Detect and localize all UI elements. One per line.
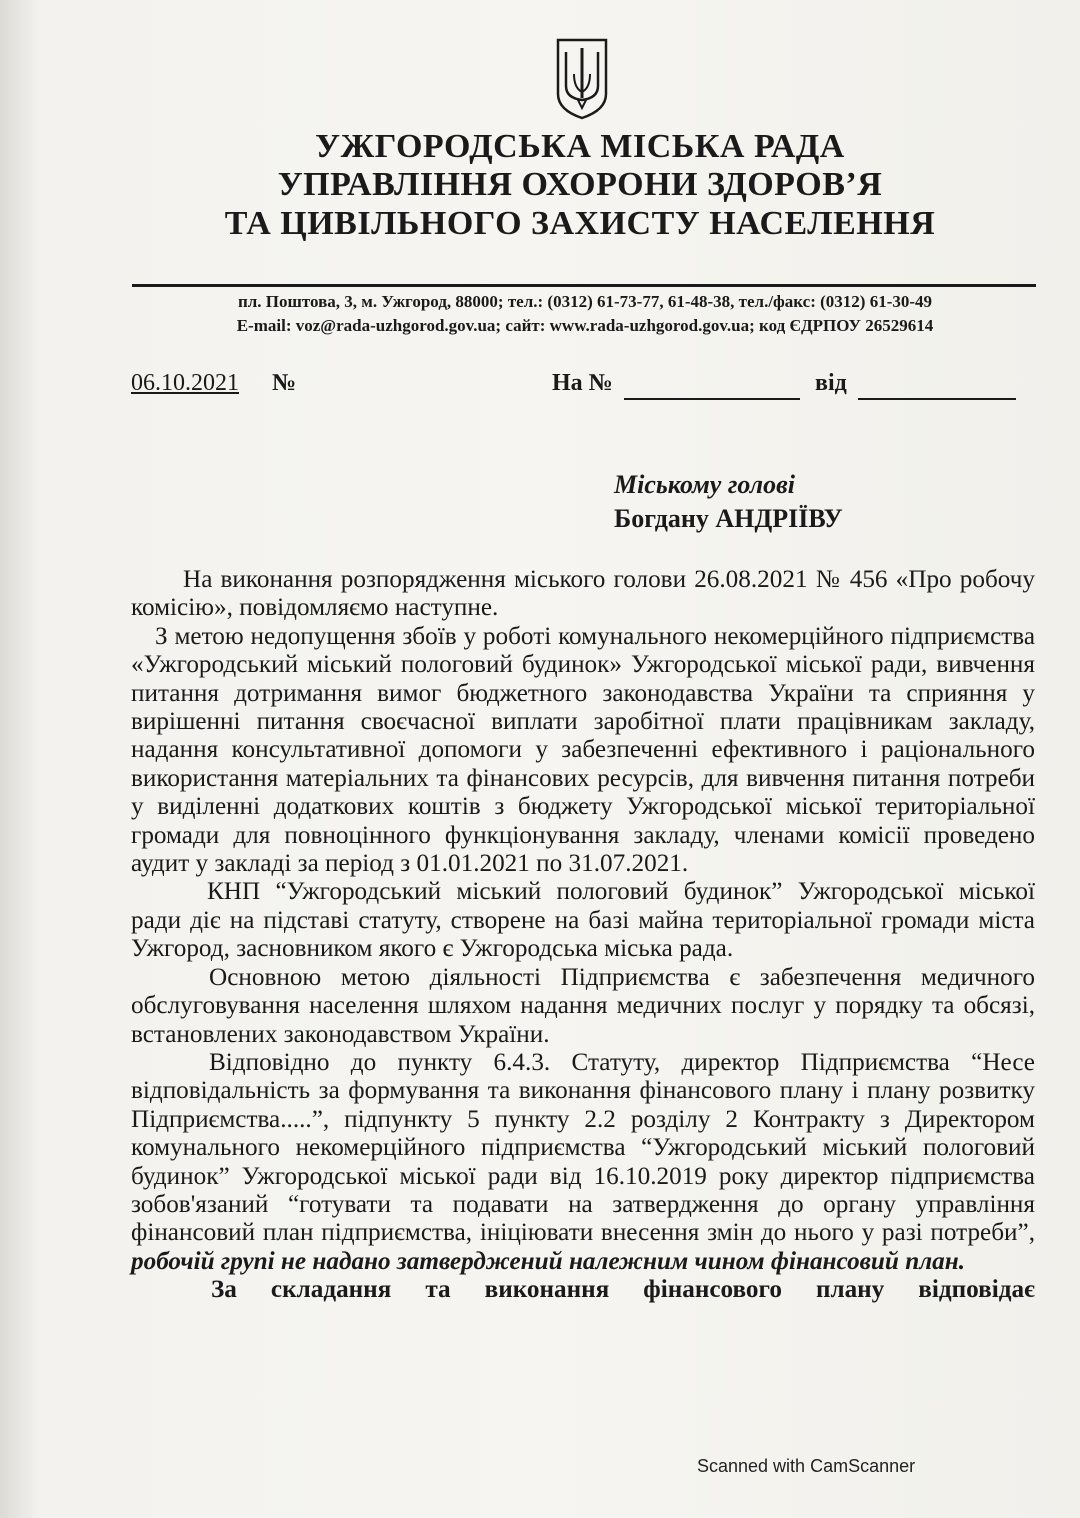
addressee-title: Міському голові <box>614 470 795 499</box>
header-department-name-cont: ТА ЦИВІЛЬНОГО ЗАХИСТУ НАСЕЛЕННЯ <box>224 205 936 242</box>
reply-to-number-blank <box>624 398 800 400</box>
body-p6-word: та <box>425 1276 451 1304</box>
header-department-name: УПРАВЛІННЯ ОХОРОНИ ЗДОРОВ’Я <box>277 166 883 203</box>
body-paragraph-5 <box>131 1049 1035 1276</box>
scanner-watermark: Scanned with CamScanner <box>697 1456 916 1476</box>
body-p6-word: За <box>211 1276 237 1304</box>
letter-body <box>131 566 1035 1305</box>
header-council-name: УЖГОРОДСЬКА МІСЬКА РАДА <box>315 128 845 165</box>
reply-to-date-label: від <box>815 370 847 396</box>
reply-to-date-blank <box>858 398 1016 400</box>
body-p6-word: плану <box>815 1276 885 1304</box>
body-paragraph-2: З метою недопущення збоїв у роботі комунального некомерційного підприємства «Ужгородський міський пологовий будинок» Ужгородської міської ради, вивчення питання дотримання вимог бюджетного законодавства України та сприяння у вирішенні питання своєчасної виплати заробітної плати працівникам закладу, надання консультативної допомоги у забезпеченні ефективного і раціонального використання матеріальних та фінансових ресурсів, для вивчення питання потреби у виділенні додаткових коштів з бюджету Ужгородської міської територіальної громади для повноцінного функціонування закладу, членами комісії проведено аудит у закладі за період з 01.01.2021 по 31.07.2021. <box>131 622 1035 878</box>
body-paragraph-1: На виконання розпорядження міського голови 26.08.2021 № 456 «Про робочу комісію», повідомляємо наступне. <box>131 566 1035 622</box>
letter-date: 06.10.2021 <box>131 370 239 396</box>
header-divider <box>132 284 1036 287</box>
addressee-name: Богдану АНДРІЇВУ <box>614 504 843 533</box>
body-p6-word: відповідає <box>918 1276 1035 1304</box>
body-paragraph-6 <box>131 1276 1035 1304</box>
body-p6-word: виконання <box>484 1276 610 1304</box>
body-paragraph-4: Основною метою діяльності Підприємства є забезпечення медичного обслуговування населення шляхом надання медичних послуг у порядку та обсязі, встановлених законодавством України. <box>131 963 1035 1048</box>
header-address-phones: пл. Поштова, 3, м. Ужгород, 88000; тел.: (0312) 61-73-77, 61-48-38, тел./факс: (0312) 61-30-49 <box>237 292 933 311</box>
letter-number-label: № <box>272 370 297 396</box>
reply-to-number-label: На № <box>552 370 613 396</box>
body-p6-word: фінансового <box>643 1276 782 1304</box>
coat-of-arms-trident-icon <box>554 34 610 120</box>
body-paragraph-3: КНП “Ужгородський міський пологовий будинок” Ужгородської міської ради діє на підставі статуту, створене на базі майна територіальної громади міста Ужгород, засновником якого є Ужгородська міська рада. <box>131 878 1035 963</box>
header-email-website: E-mail: voz@rada-uzhgorod.gov.ua; сайт: www.rada-uzhgorod.gov.ua; код ЄДРПОУ 26529614 <box>236 316 934 335</box>
body-paragraph-5-text: Відповідно до пункту 6.4.3. Статуту, директор Підприємства “Несе відповідальність за формування та виконання фінансового плану і плану розвитку Підприємства.....”, підпункту 5 пункту 2.2 розділу 2 Контракту з Директором комунального некомерційного підприємства “Ужгородський міський пологовий будинок” Ужгородської міської ради від 16.10.2019 року директор підприємства зобов'язаний “готувати та подавати на затвердження до органу управління фінансовий план підприємства, ініціювати внесення змін до нього у разі потреби”, <box>131 1048 1035 1247</box>
body-paragraph-5-bold: робочій групі не надано затверджений належним чином фінансовий план. <box>131 1247 966 1275</box>
body-p6-word: складання <box>270 1276 392 1304</box>
